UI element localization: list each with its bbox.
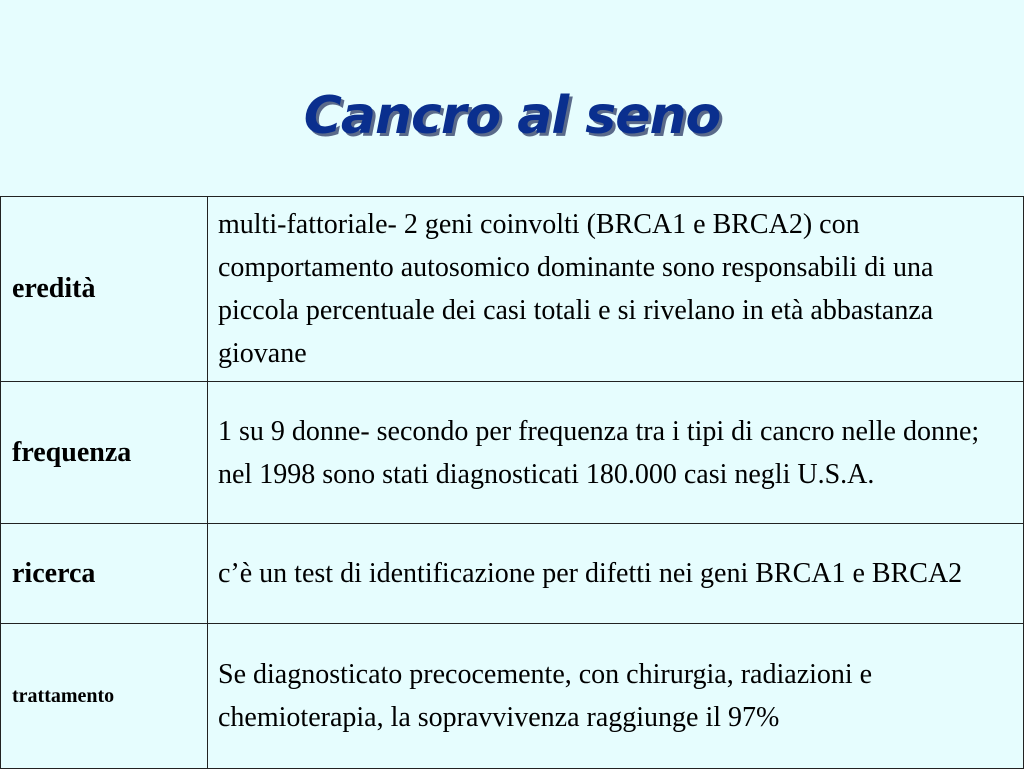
table-row-frequenza [1, 382, 1024, 524]
row-label: frequenza [1, 382, 208, 524]
info-table [0, 196, 1024, 769]
row-description: c’è un test di identificazione per difetti nei geni BRCA1 e BRCA2 [208, 524, 1024, 624]
row-description: 1 su 9 donne- secondo per frequenza tra i tipi di cancro nelle donne; nel 1998 sono stati diagnosticati 180.000 casi negli U.S.A. [208, 382, 1024, 524]
row-description: Se diagnosticato precocemente, con chirurgia, radiazioni e chemioterapia, la sopravvivenza raggiunge il 97% [208, 624, 1024, 769]
slide-title: Cancro al seno [303, 86, 721, 146]
table-row-trattamento [1, 624, 1024, 769]
row-label: trattamento [1, 624, 208, 769]
row-description: multi-fattoriale- 2 geni coinvolti (BRCA1 e BRCA2) con comportamento autosomico dominante sono responsabili di una piccola percentuale dei casi totali e si rivelano in età abbastanza giovane [208, 197, 1024, 382]
row-label: eredità [1, 197, 208, 382]
row-label: ricerca [1, 524, 208, 624]
table-row-ricerca [1, 524, 1024, 624]
table-row-ereditа [1, 197, 1024, 382]
